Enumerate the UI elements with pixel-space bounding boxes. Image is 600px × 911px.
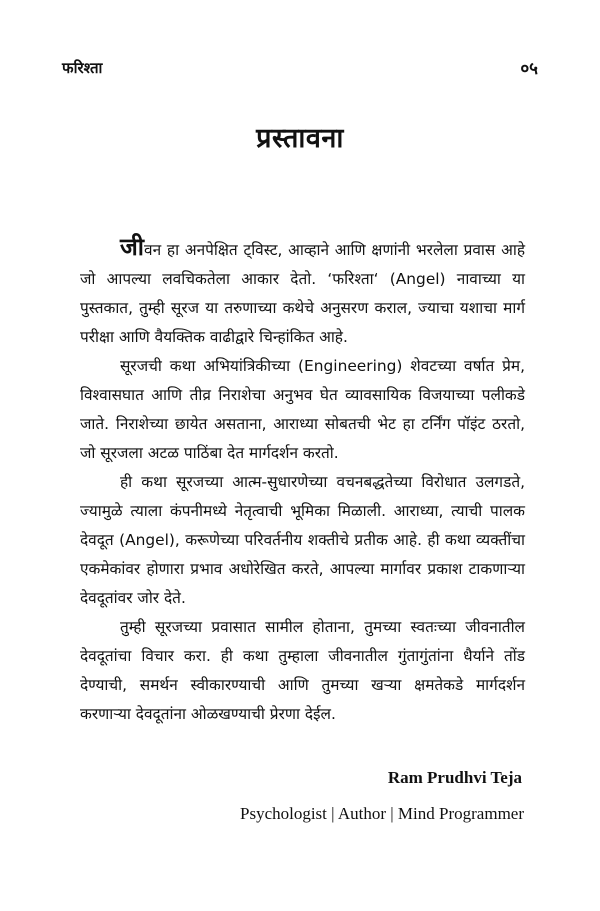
preface-body (80, 233, 525, 729)
paragraph-1 (80, 233, 525, 352)
drop-cap: जी (120, 233, 145, 261)
paragraph-3: ही कथा सूरजच्या आत्म-सुधारणेच्या वचनबद्धतेच्या विरोधात उलगडते, ज्यामुळे त्याला कंपनीमध्ये नेतृत्वाची भूमिका मिळाली. आराध्या, त्याची पालक देवदूत (Angel), करूणेच्या परिवर्तनीय शक्तीचे प्रतीक आहे. ही कथा व्यक्तींचा एकमेकांवर होणारा प्रभाव अधोरेखित करते, आपल्या मार्गावर प्रकाश टाकणाऱ्या देवदूतांवर जोर देते. (80, 473, 525, 607)
paragraph-2: सूरजची कथा अभियांत्रिकीच्या (Engineering) शेवटच्या वर्षात प्रेम, विश्वासघात आणि तीव्र निराशेचा अनुभव घेत व्यावसायिक विजयाच्या पलीकडे जाते. निराशेच्या छायेत असताना, आराध्या सोबतची भेट हा टर्निंग पॉइंट ठरतो, जो सूरजला अटळ पाठिंबा देत मार्गदर्शन करतो. (80, 357, 525, 462)
paragraph-1-text: वन हा अनपेक्षित ट्विस्ट, आव्हाने आणि क्षणांनी भरलेला प्रवास आहे जो आपल्या लवचिकतेला आकार देतो. ‘फरिश्ता‘ (Angel) नावाच्या या पुस्तकात, तुम्ही सूरज या तरुणाच्या कथेचे अनुसरण कराल, ज्याचा यशाचा मार्ग परीक्षा आणि वैयक्तिक वाढीद्वारे चिन्हांकित आहे. (80, 241, 525, 346)
chapter-title: प्रस्तावना (256, 123, 344, 154)
author-designation: Psychologist | Author | Mind Programmer (240, 804, 524, 823)
paragraph-4: तुम्ही सूरजच्या प्रवासात सामील होताना, तुमच्या स्वतःच्या जीवनातील देवदूतांचा विचार करा. ही कथा तुम्हाला जीवनातील गुंतागुंतांना धैर्याने तोंड देण्याची, समर्थन स्वीकारण्याची आणि तुमच्या खऱ्या क्षमतेकडे मार्गदर्शन करणाऱ्या देवदूतांना ओळखण्याची प्रेरणा देईल. (80, 618, 525, 723)
running-head: फरिश्ता (62, 59, 103, 77)
page-number: ०५ (520, 59, 538, 79)
author-name: Ram Prudhvi Teja (387, 768, 522, 787)
